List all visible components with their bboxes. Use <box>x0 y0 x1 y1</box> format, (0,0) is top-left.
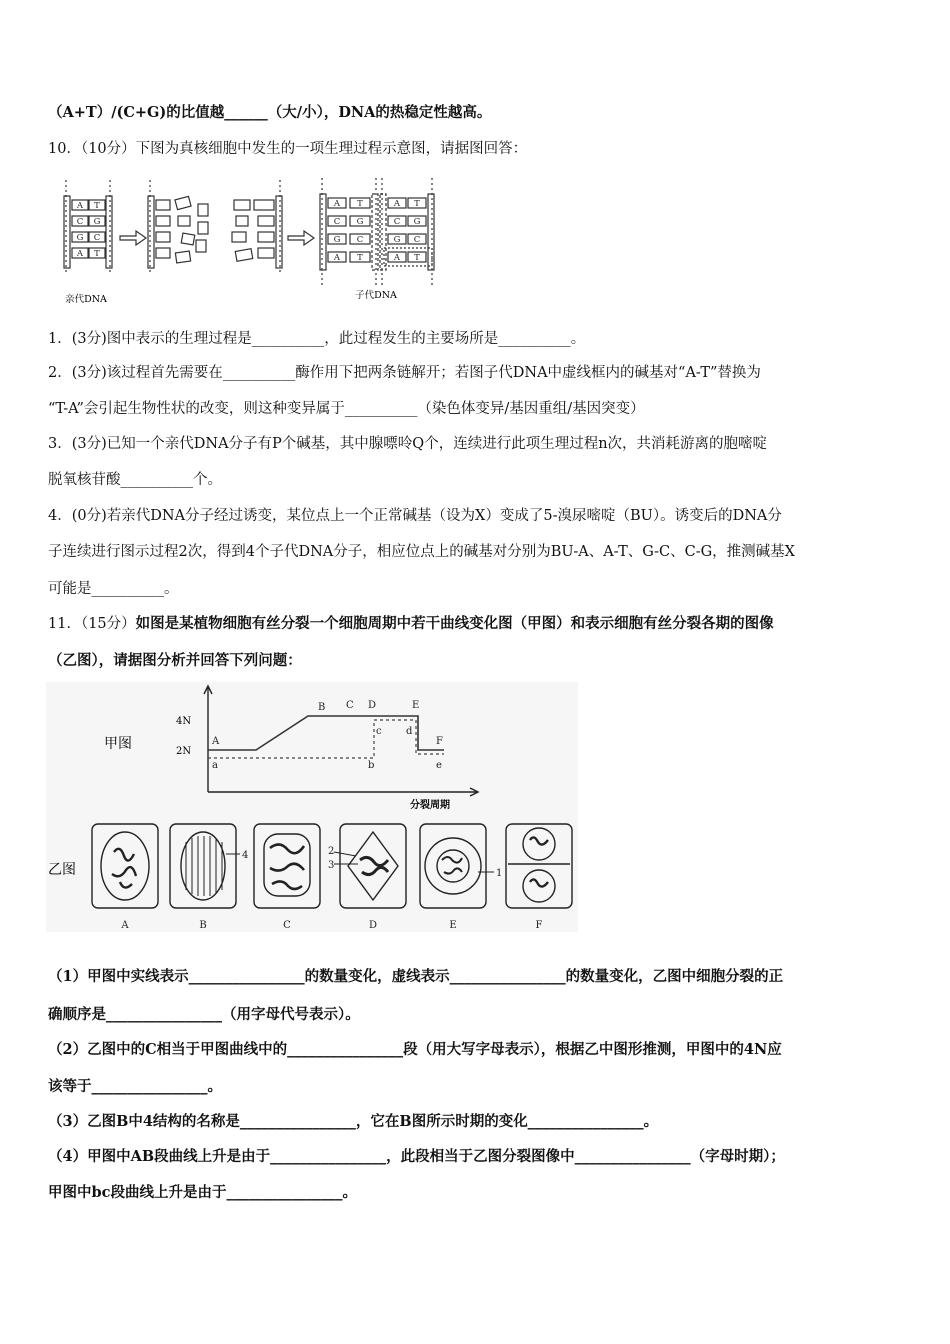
pt-E: E <box>412 700 420 711</box>
q11-sub1-line1: （1）甲图中实线表示________________的数量变化，虚线表示________________的数量变化，乙图中细胞分裂的正 <box>48 968 784 985</box>
child-dna-label: 子代DNA <box>355 290 397 301</box>
mitosis-figure <box>46 682 578 932</box>
pair1-left: A <box>76 201 84 211</box>
q10-sub4-line1: 4．(0分)若亲代DNA分子经过诱变，某位点上一个正常碱基（设为X）变成了5-溴尿嘧啶（BU）。诱变后的DNA分 <box>48 508 782 524</box>
y-4n: 4N <box>176 716 192 727</box>
pt-D: D <box>368 700 377 711</box>
q11-sub1-line2: 确顺序是________________（用字母代号表示）。 <box>48 1006 360 1023</box>
pt-e: e <box>436 760 442 771</box>
pair3-right: C <box>93 233 101 243</box>
pair3-left: G <box>76 233 84 243</box>
cell-label-C: C <box>283 920 291 931</box>
svg-text:A: A <box>393 199 401 209</box>
q11-stem-line2: （乙图），请据图分析并回答下列问题： <box>48 652 302 669</box>
callout-4: 4 <box>242 850 249 861</box>
q11-sub4-line2: 甲图中bc段曲线上升是由于________________。 <box>48 1184 357 1201</box>
pt-C: C <box>346 700 354 711</box>
svg-text:T: T <box>414 199 420 209</box>
svg-text:C: C <box>356 235 364 245</box>
pt-c: c <box>376 726 382 737</box>
pair4-right: T <box>94 249 100 259</box>
x-axis-label: 分裂周期 <box>410 800 450 811</box>
pt-A: A <box>212 736 220 747</box>
q10-sub2-line2: “T-A”会引起生物性状的改变，则这种变异属于__________（染色体变异/基因重组/基因突变） <box>48 401 645 417</box>
parent-dna-label: 亲代DNA <box>65 294 107 305</box>
cell-label-A: A <box>121 920 129 931</box>
q10-sub4-line2: 子连续进行图示过程2次，得到4个子代DNA分子，相应位点上的碱基对分别为BU-A、A-T、G-C、C-G，推测碱基X <box>48 544 795 560</box>
svg-text:C: C <box>413 235 421 245</box>
svg-text:C: C <box>393 217 401 227</box>
cell-label-D: D <box>368 920 378 931</box>
pt-F: F <box>436 736 443 747</box>
pt-d: d <box>406 726 413 737</box>
svg-text:A: A <box>333 199 341 209</box>
q10-stem: 10．（10分）下图为真核细胞中发生的一项生理过程示意图，请据图回答： <box>48 141 528 157</box>
cell-label-E: E <box>449 920 457 931</box>
svg-text:G: G <box>333 235 341 245</box>
pair2-right: G <box>93 217 101 227</box>
pair2-left: C <box>76 217 84 227</box>
svg-text:G: G <box>413 217 421 227</box>
yi-label: 乙图 <box>48 862 76 878</box>
pt-a: a <box>212 760 218 771</box>
pair4-left: A <box>76 249 84 259</box>
svg-text:A: A <box>393 253 401 263</box>
q11-sub2-line1: （2）乙图中的C相当于甲图曲线中的________________段（用大写字母表示），根据乙中图形推测，甲图中的4N应 <box>48 1041 782 1058</box>
pair1-right: T <box>94 201 100 211</box>
svg-text:C: C <box>333 217 341 227</box>
svg-text:A: A <box>333 253 341 263</box>
cell-label-B: B <box>199 920 207 931</box>
q11-sub4-line1: （4）甲图中AB段曲线上升是由于________________，此段相当于乙图分裂图像中________________（字母时期）； <box>48 1148 785 1165</box>
dna-replication-figure <box>58 174 438 306</box>
q11-sub3: （3）乙图B中4结构的名称是________________，它在B图所示时期的变化________________。 <box>48 1113 659 1130</box>
q10-sub3-line2: 脱氧核苷酸__________个。 <box>48 472 222 488</box>
q11-number: 11．（15分） <box>48 616 136 632</box>
svg-text:T: T <box>357 199 363 209</box>
callout-1: 1 <box>496 868 503 879</box>
cell-label-F: F <box>535 920 543 931</box>
q10-sub1: 1．(3分)图中表示的生理过程是__________，此过程发生的主要场所是__________。 <box>48 331 586 347</box>
q11-stem-line1 <box>48 615 774 633</box>
svg-text:T: T <box>357 253 363 263</box>
pt-B: B <box>318 702 326 713</box>
q9-tail-line: （A+T）/(C+G)的比值越______（大/小），DNA的热稳定性越高。 <box>48 104 492 121</box>
q11-stem-text: 如图是某植物细胞有丝分裂一个细胞周期中若干曲线变化图（甲图）和表示细胞有丝分裂各期的图像 <box>135 615 774 632</box>
callout-2: 2 <box>328 846 335 857</box>
svg-text:G: G <box>393 235 401 245</box>
q11-sub2-line2: 该等于________________。 <box>48 1078 222 1095</box>
q10-sub2-line1: 2．(3分)该过程首先需要在__________酶作用下把两条链解开；若图子代DNA中虚线框内的碱基对“A-T”替换为 <box>48 365 761 381</box>
callout-3: 3 <box>328 860 335 871</box>
y-2n: 2N <box>176 746 192 757</box>
svg-text:T: T <box>414 253 420 263</box>
jia-label: 甲图 <box>104 736 132 752</box>
svg-text:G: G <box>356 217 364 227</box>
q10-sub4-line3: 可能是__________。 <box>48 581 179 597</box>
pt-b: b <box>368 760 375 771</box>
q10-sub3-line1: 3．(3分)已知一个亲代DNA分子有P个碱基，其中腺嘌呤Q个，连续进行此项生理过程n次，共消耗游离的胞嘧啶 <box>48 436 768 452</box>
